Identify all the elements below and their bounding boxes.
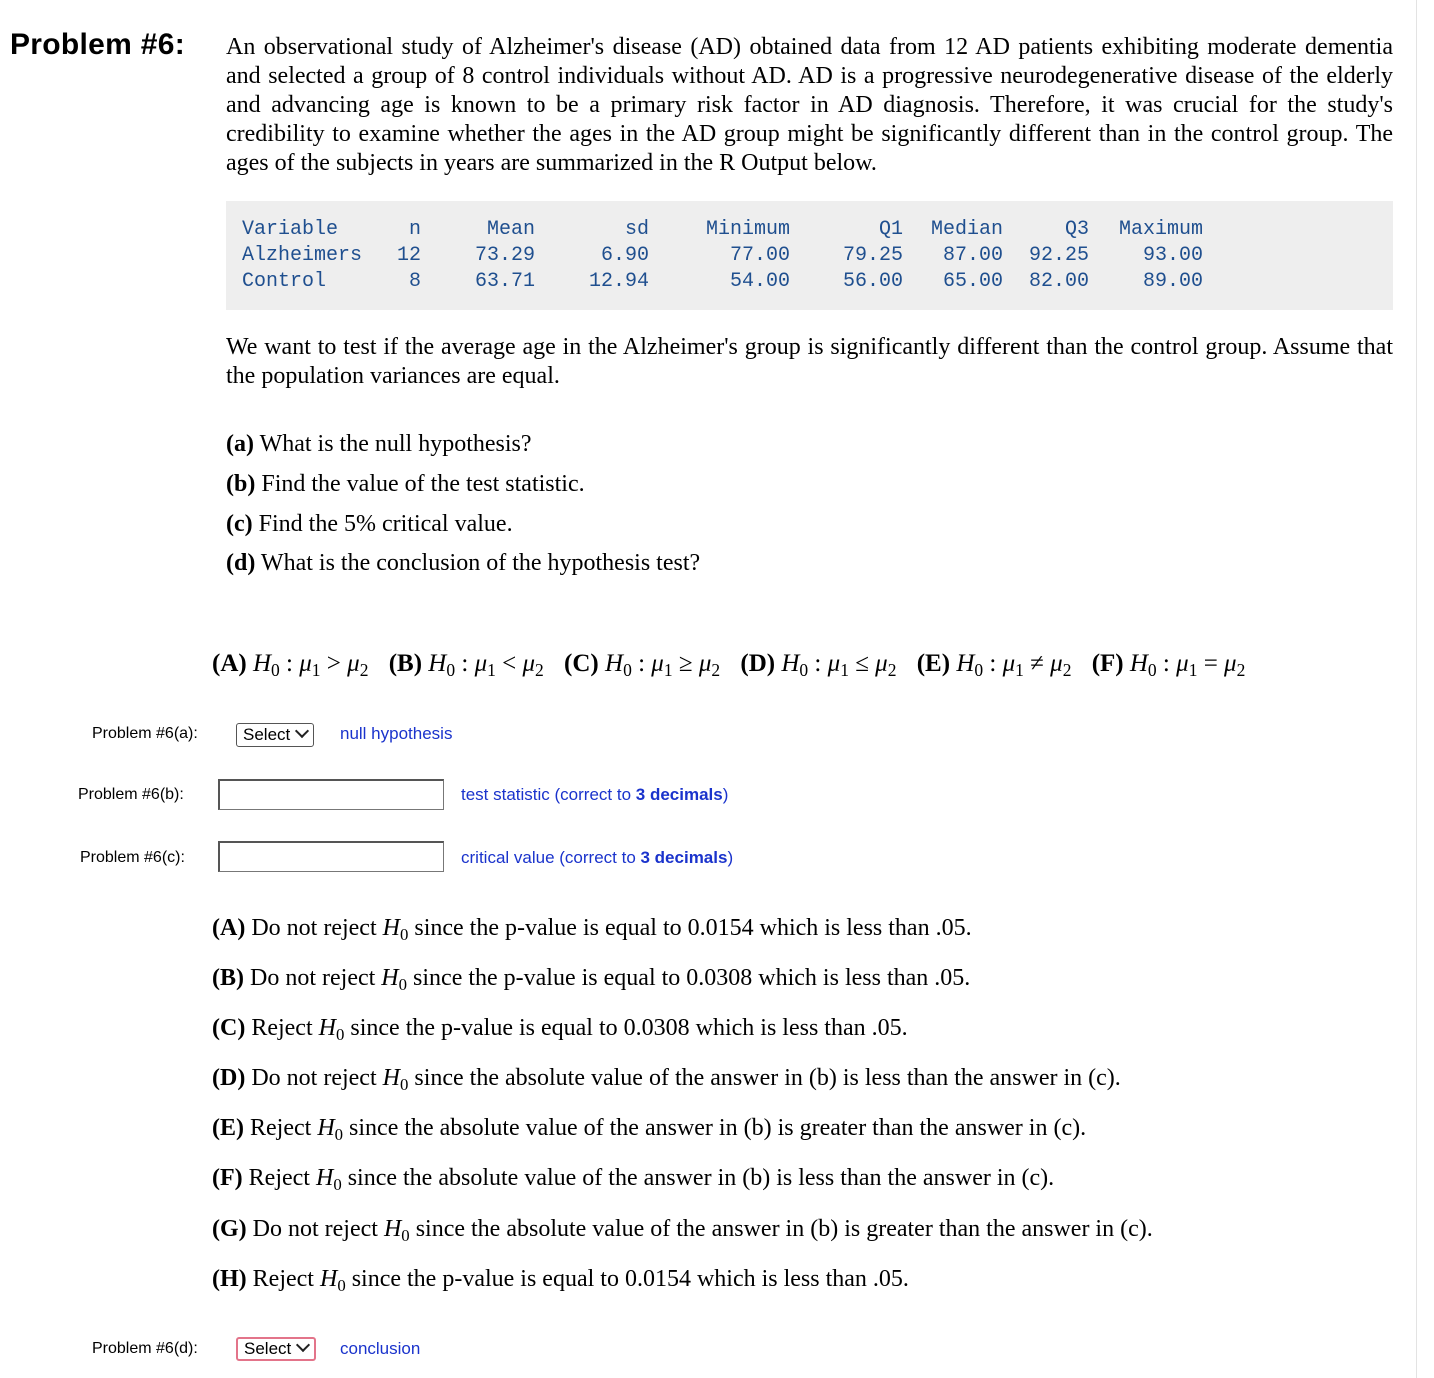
r-row2-q3: 82.00 (1028, 270, 1089, 293)
question-c: (c) Find the 5% critical value. (226, 511, 513, 537)
conclusion-select[interactable] (236, 1337, 316, 1361)
page-right-border (1416, 0, 1417, 1378)
question-d: (d) What is the conclusion of the hypothesis test? (226, 550, 701, 576)
r-row1-q3: 92.25 (1028, 244, 1089, 267)
problem-heading: Problem #6: (10, 28, 186, 61)
hypothesis-options (212, 650, 1259, 678)
r-row2-variable: Control (242, 270, 327, 293)
conclusion-option-c: (C) Reject $H_0$ since the p-value is equal to 0.0308 which is less than .05. (212, 1015, 908, 1044)
r-row2-median: 65.00 (942, 270, 1003, 293)
r-header-median: Median (930, 218, 1003, 241)
test-statement: We want to test if the average age in the Alzheimer's group is significantly different than the control group. Assume that the population variances are equal. (226, 334, 1393, 389)
r-header-n: n (408, 218, 421, 241)
chevron-down-icon (295, 724, 309, 738)
conclusion-option-d: (D) Do not reject $H_0$ since the absolute value of the answer in (b) is less than the answer in (c). (212, 1065, 1121, 1094)
answer-b-hint: test statistic (correct to 3 decimals) (461, 785, 729, 804)
answer-a-label: Problem #6(a): (92, 725, 198, 742)
question-a: (a) What is the null hypothesis? (226, 431, 532, 457)
critical-value-input[interactable] (218, 841, 444, 872)
conclusion-option-b: (B) Do not reject $H_0$ since the p-value is equal to 0.0308 which is less than .05. (212, 965, 971, 994)
r-row2-n: 8 (408, 270, 421, 293)
hypothesis-option-f: (F) $H_0$ : $\mu_1 = \mu_2$ (1091, 650, 1246, 680)
answer-c-label: Problem #6(c): (80, 849, 185, 866)
r-row1-mean: 73.29 (474, 244, 535, 267)
r-row1-variable: Alzheimers (242, 244, 363, 267)
hypothesis-option-c: (C) $H_0$ : $\mu_1 \ge \mu_2$ (564, 650, 721, 680)
r-row1-maximum: 93.00 (1142, 244, 1203, 267)
answer-b-label: Problem #6(b): (78, 786, 184, 803)
r-row1-n: 12 (396, 244, 421, 267)
problem-intro: An observational study of Alzheimer's disease (AD) obtained data from 12 AD patients exhibiting moderate dementia and selected a group of 8 control individuals without AD. AD is a progressive neurodegenerative disease of the elderly and advancing age is known to be a primary risk factor in AD diagnosis. Therefore, it was crucial for the study's credibility to examine whether the ages in the AD group might be significantly different than in the control group. The ages of the subjects in years are summarized in the R Output below. (226, 34, 1393, 176)
answer-c-hint: critical value (correct to 3 decimals) (461, 848, 734, 867)
r-header-mean: Mean (486, 218, 535, 241)
conclusion-option-g: (G) Do not reject $H_0$ since the absolute value of the answer in (b) is greater than the answer in (c). (212, 1216, 1153, 1245)
r-output-box (226, 201, 1393, 310)
r-row2-sd: 12.94 (588, 270, 649, 293)
r-row1-sd: 6.90 (600, 244, 649, 267)
conclusion-select-value: Select (244, 1339, 292, 1358)
r-header-maximum: Maximum (1118, 218, 1203, 241)
conclusion-option-f: (F) Reject $H_0$ since the absolute value of the answer in (b) is less than the answer in (c). (212, 1165, 1055, 1194)
hypothesis-option-e: (E) $H_0$ : $\mu_1 \ne \mu_2$ (916, 650, 1072, 680)
null-hypothesis-select-value: Select (243, 725, 291, 744)
chevron-down-icon (296, 1338, 310, 1352)
conclusion-option-a: (A) Do not reject $H_0$ since the p-value is equal to 0.0154 which is less than .05. (212, 915, 972, 944)
r-row2-minimum: 54.00 (729, 270, 790, 293)
answer-d-hint: conclusion (340, 1339, 421, 1358)
hypothesis-option-a: (A) $H_0$ : $\mu_1 > \mu_2$ (212, 650, 369, 680)
hypothesis-option-b: (B) $H_0$ : $\mu_1 < \mu_2$ (388, 650, 544, 680)
hypothesis-option-d: (D) $H_0$ : $\mu_1 \le \mu_2$ (740, 650, 897, 680)
r-row2-q1: 56.00 (842, 270, 903, 293)
r-header-q3: Q3 (1064, 218, 1089, 241)
conclusion-option-h: (H) Reject $H_0$ since the p-value is equal to 0.0154 which is less than .05. (212, 1266, 909, 1295)
answer-d-label: Problem #6(d): (92, 1340, 198, 1357)
r-row1-q1: 79.25 (842, 244, 903, 267)
question-b: (b) Find the value of the test statistic. (226, 471, 585, 497)
r-header-variable: Variable (242, 218, 339, 241)
r-row2-maximum: 89.00 (1142, 270, 1203, 293)
answer-a-hint: null hypothesis (340, 724, 453, 743)
r-row2-mean: 63.71 (474, 270, 535, 293)
r-row1-minimum: 77.00 (729, 244, 790, 267)
test-statistic-input[interactable] (218, 779, 444, 810)
r-header-minimum: Minimum (705, 218, 790, 241)
r-header-sd: sd (624, 218, 649, 241)
r-row1-median: 87.00 (942, 244, 1003, 267)
conclusion-option-e: (E) Reject $H_0$ since the absolute value of the answer in (b) is greater than the answer in (c). (212, 1115, 1087, 1144)
r-header-q1: Q1 (878, 218, 903, 241)
null-hypothesis-select[interactable] (236, 723, 314, 747)
